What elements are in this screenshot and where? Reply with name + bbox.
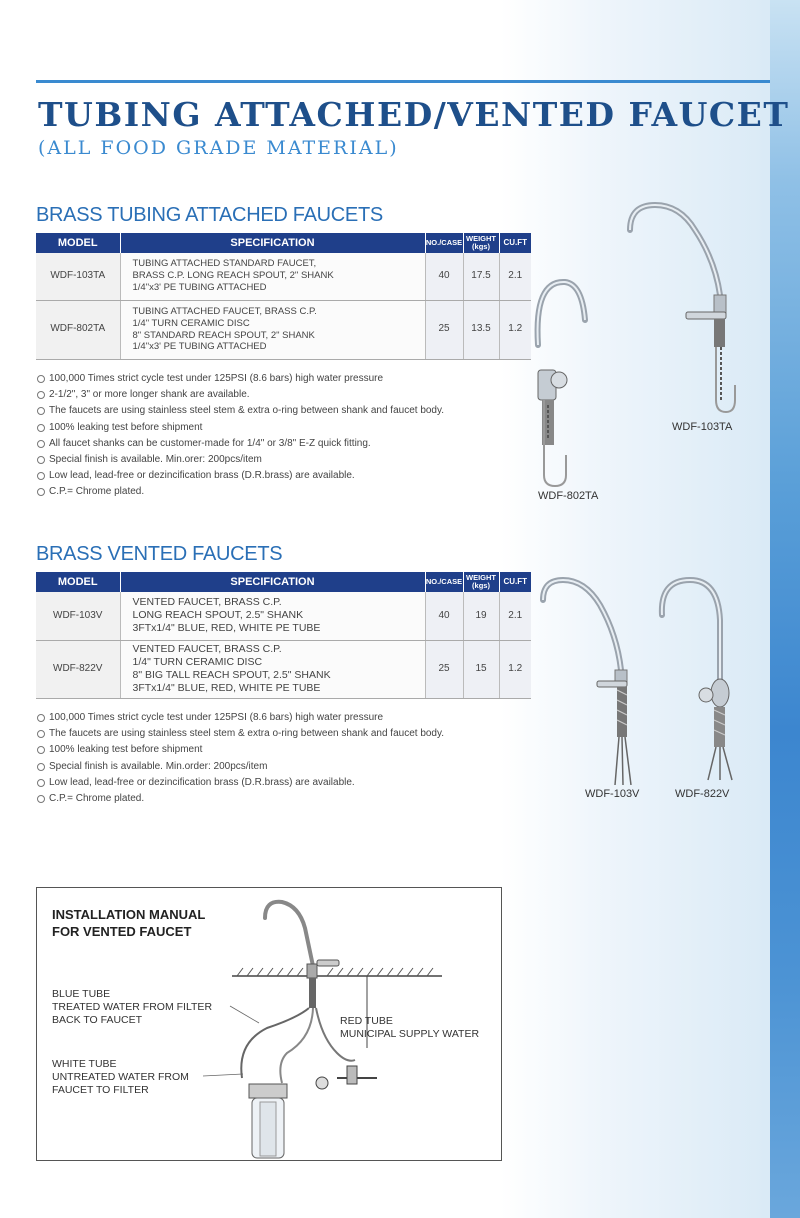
list-item: 2-1/2", 3" or more longer shank are available.	[36, 387, 486, 403]
col-header-weight	[463, 572, 499, 592]
list-item: All faucet shanks can be customer-made for 1/4" or 3/8" E-Z quick fitting.	[36, 436, 486, 452]
installation-title-line2: FOR VENTED FAUCET	[52, 924, 192, 939]
col-header-cuft: CU.FT	[499, 572, 531, 592]
no-case-cell: 25	[425, 300, 463, 359]
table-header-row	[36, 572, 531, 592]
table-header-row	[36, 233, 531, 253]
model-cell: WDF-802TA	[36, 300, 120, 359]
spec-line: 8" STANDARD REACH SPOUT, 2" SHANK	[132, 329, 315, 341]
spec-line: 1/4"x3' PE TUBING ATTACHED	[132, 341, 267, 353]
red-tube-line2: MUNICIPAL SUPPLY WATER	[340, 1028, 480, 1040]
list-item: Special finish is available. Min.order: 200pcs/item	[36, 759, 486, 775]
list-item: The faucets are using stainless steel stem & extra o-ring between shank and faucet body.	[36, 403, 486, 419]
list-item: The faucets are using stainless steel stem & extra o-ring between shank and faucet body.	[36, 726, 486, 742]
blue-tube-line3: BACK TO FAUCET	[52, 1014, 143, 1026]
weight-header-line1: WEIGHT	[466, 573, 496, 583]
faucet-wdf-103v-image	[535, 575, 655, 785]
list-item: 100% leaking test before shipment	[36, 742, 486, 758]
faucet-wdf-822v-image	[650, 575, 750, 785]
spec-line: VENTED FAUCET, BRASS C.P.	[132, 642, 282, 655]
blue-tube-line2: TREATED WATER FROM FILTER	[52, 1001, 213, 1013]
weight-header-line2: (kgs)	[472, 242, 490, 251]
weight-cell: 19	[463, 592, 499, 640]
list-item: 100,000 Times strict cycle test under 125PSI (8.6 bars) high water pressure	[36, 710, 486, 726]
background-blue-stripe	[770, 0, 800, 1218]
spec-line: LONG REACH SPOUT, 2.5" SHANK	[132, 609, 304, 622]
spec-line: 3FTx1/4" BLUE, RED, WHITE PE TUBE	[132, 682, 321, 695]
white-tube-line3: FAUCET TO FILTER	[52, 1084, 149, 1096]
model-cell: WDF-822V	[36, 640, 120, 698]
col-header-specification: SPECIFICATION	[120, 572, 425, 592]
spec-line: 1/4"x3' PE TUBING ATTACHED	[132, 282, 267, 294]
list-item: C.P.= Chrome plated.	[36, 484, 486, 500]
white-tube-line1: WHITE TUBE	[52, 1058, 117, 1070]
weight-cell: 15	[463, 640, 499, 698]
spec-line: 1/4" TURN CERAMIC DISC	[132, 655, 263, 668]
red-tube-line1: RED TUBE	[340, 1015, 393, 1027]
page-subtitle: (ALL FOOD GRADE MATERIAL)	[38, 137, 399, 159]
blue-tube-line1: BLUE TUBE	[52, 988, 111, 1000]
cuft-cell: 2.1	[499, 592, 531, 640]
page-title: TUBING ATTACHED/VENTED FAUCET	[38, 95, 790, 134]
label-wdf-822v: WDF-822V	[675, 788, 730, 800]
installation-manual-box	[36, 887, 502, 1161]
spec-line: 8" BIG TALL REACH SPOUT, 2.5" SHANK	[132, 669, 331, 681]
cuft-cell: 1.2	[499, 640, 531, 698]
spec-line: VENTED FAUCET, BRASS C.P.	[132, 596, 282, 609]
spec-cell	[120, 300, 425, 359]
tubing-spec-table	[36, 233, 531, 360]
list-item: Low lead, lead-free or dezincification brass (D.R.brass) are available.	[36, 775, 486, 791]
spec-cell	[120, 640, 425, 698]
section-title-vented: BRASS VENTED FAUCETS	[36, 543, 283, 565]
col-header-cuft: CU.FT	[499, 233, 531, 253]
list-item: C.P.= Chrome plated.	[36, 791, 486, 807]
col-header-no-case: NO./CASE	[425, 572, 463, 592]
vented-notes-list	[36, 710, 486, 807]
weight-cell: 17.5	[463, 253, 499, 300]
white-tube-label	[52, 1058, 189, 1097]
weight-cell: 13.5	[463, 300, 499, 359]
list-item: 100,000 Times strict cycle test under 125PSI (8.6 bars) high water pressure	[36, 371, 486, 387]
installation-title-line1: INSTALLATION MANUAL	[52, 907, 206, 922]
list-item: Special finish is available. Min.orer: 200pcs/item	[36, 452, 486, 468]
table-row	[36, 640, 531, 698]
no-case-cell: 25	[425, 640, 463, 698]
label-wdf-802ta: WDF-802TA	[538, 490, 599, 502]
spec-line: BRASS C.P. LONG REACH SPOUT, 2" SHANK	[132, 270, 334, 282]
no-case-cell: 40	[425, 592, 463, 640]
table-row	[36, 300, 531, 359]
model-cell: WDF-103V	[36, 592, 120, 640]
col-header-no-case: NO./CASE	[425, 233, 463, 253]
col-header-model: MODEL	[36, 572, 120, 592]
weight-header-line1: WEIGHT	[466, 234, 496, 244]
list-item: Low lead, lead-free or dezincification brass (D.R.brass) are available.	[36, 468, 486, 484]
tubing-notes-list	[36, 371, 486, 501]
spec-cell	[120, 253, 425, 300]
col-header-model: MODEL	[36, 233, 120, 253]
table-row	[36, 592, 531, 640]
cuft-cell: 1.2	[499, 300, 531, 359]
blue-tube-label	[52, 988, 212, 1027]
red-tube-label	[340, 1015, 479, 1041]
weight-header-line2: (kgs)	[472, 581, 490, 590]
faucet-wdf-103ta-image	[600, 200, 750, 420]
list-item: 100% leaking test before shipment	[36, 420, 486, 436]
spec-line: TUBING ATTACHED STANDARD FAUCET,	[132, 258, 317, 270]
label-wdf-103ta: WDF-103TA	[672, 421, 733, 433]
no-case-cell: 40	[425, 253, 463, 300]
spec-cell	[120, 592, 425, 640]
model-cell: WDF-103TA	[36, 253, 120, 300]
label-wdf-103v: WDF-103V	[585, 788, 640, 800]
faucet-wdf-802ta-image	[520, 270, 610, 490]
table-row	[36, 253, 531, 300]
header-rule	[36, 80, 770, 83]
white-tube-line2: UNTREATED WATER FROM	[52, 1071, 189, 1083]
spec-line: 3FTx1/4" BLUE, RED, WHITE PE TUBE	[132, 622, 321, 635]
spec-line: 1/4" TURN CERAMIC DISC	[132, 317, 250, 329]
vented-spec-table	[36, 572, 531, 699]
col-header-weight	[463, 233, 499, 253]
col-header-specification: SPECIFICATION	[120, 233, 425, 253]
section-title-tubing: BRASS TUBING ATTACHED FAUCETS	[36, 204, 383, 226]
cuft-cell: 2.1	[499, 253, 531, 300]
spec-line: TUBING ATTACHED FAUCET, BRASS C.P.	[132, 305, 317, 317]
